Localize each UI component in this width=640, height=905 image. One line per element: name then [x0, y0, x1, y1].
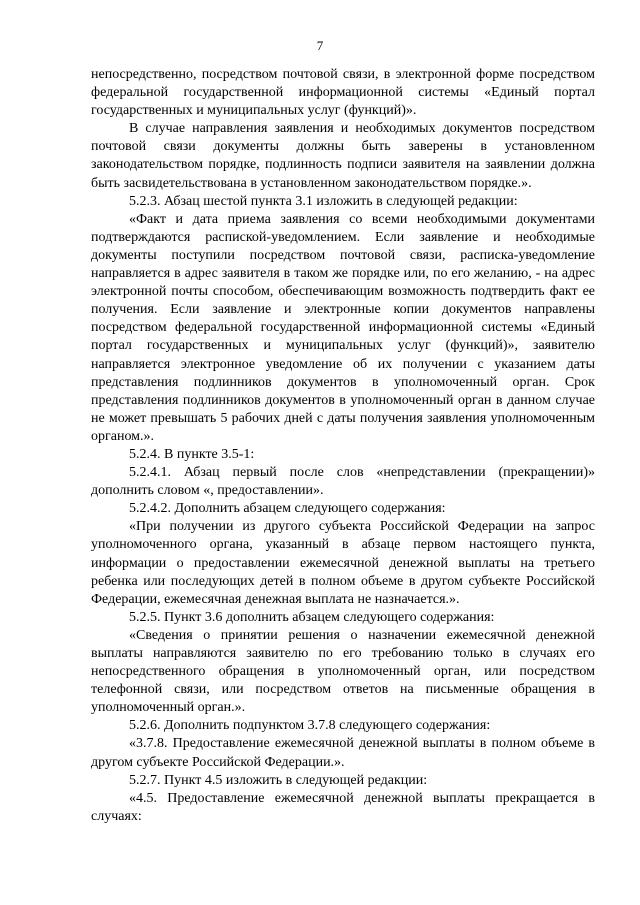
- paragraph: непосредственно, посредством почтовой связи, в электронной форме посредством федеральной государственной информационной системы «Единый портал государственных и муниципальных услуг (функций)».: [91, 67, 595, 119]
- paragraph: 5.2.7. Пункт 4.5 изложить в следующей редакции:: [129, 772, 428, 788]
- paragraph: «4.5. Предоставление ежемесячной денежной выплаты прекращается в случаях:: [91, 790, 595, 824]
- paragraph: 5.2.6. Дополнить подпунктом 3.7.8 следующего содержания:: [129, 718, 491, 734]
- paragraph: 5.2.4.2. Дополнить абзацем следующего содержания:: [129, 501, 446, 517]
- paragraph: «Сведения о принятии решения о назначении ежемесячной денежной выплаты направляются заявителю по его требованию только в случаях его непосредственного обращения в уполномоченный орган, или посредством телефонной связи, или посредством ответов на письменные обращения в уполномоченный орган.».: [91, 627, 595, 716]
- paragraph: 5.2.4. В пункте 3.5-1:: [129, 446, 255, 462]
- paragraph: «3.7.8. Предоставление ежемесячной денежной выплаты в полном объеме в другом субъекте Российской Федерации.».: [91, 736, 595, 770]
- page-number: 7: [316, 38, 324, 53]
- paragraph: В случае направления заявления и необходимых документов посредством почтовой связи документы должны быть заверены в установленном законодательством порядке, подлинность подписи заявителя на заявлении должна быть засвидетельствована в установленном законодательством порядке.».: [91, 121, 595, 191]
- paragraph: 5.2.4.1. Абзац первый после слов «непредставлении (прекращении)» дополнить словом «, предоставлении».: [91, 465, 595, 499]
- paragraph: «При получении из другого субъекта Российской Федерации на запрос уполномоченного органа, указанный в абзаце первом настоящего пункта, информации о предоставлении ежемесячной денежной выплаты на третьего ребенка или последующих детей в полном объеме в другом субъекте Российской Федерации, ежемесячная денежная выплата не назначается.».: [91, 519, 595, 607]
- paragraph: 5.2.3. Абзац шестой пункта 3.1 изложить в следующей редакции:: [129, 193, 518, 209]
- document-body: [91, 66, 595, 826]
- paragraph: 5.2.5. Пункт 3.6 дополнить абзацем следующего содержания:: [129, 609, 495, 625]
- paragraph: «Факт и дата приема заявления со всеми необходимыми документами подтверждаются распиской-уведомлением. Если заявление и необходимые документы поступили посредством почтовой связи, расписка-уведомление направляется в адрес заявителя в таком же порядке или, по его желанию, - на адрес электронной почты способом, обеспечивающим возможность подтвердить факт ее получения. Если заявление и электронные копии документов направлены посредством федеральной государственной информационной системы «Единый портал государственных и муниципальных услуг (функций)», заявителю направляется электронное уведомление об их получении с указанием даты представления подлинников документов в уполномоченный орган. Срок представления подлинников документов в уполномоченный орган в данном случае не может превышать 5 рабочих дней с даты получения заявления уполномоченным органом.».: [91, 211, 595, 444]
